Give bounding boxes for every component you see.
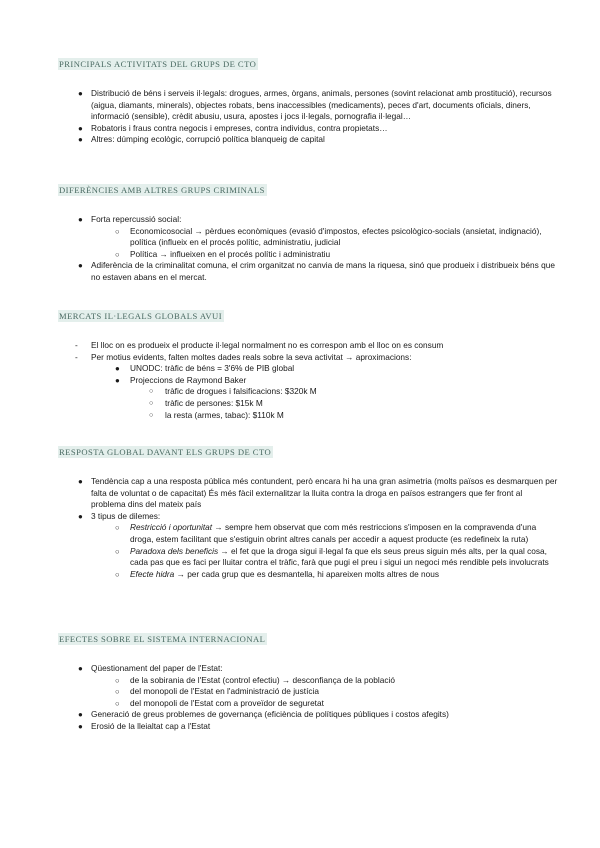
section-mercats-illegals	[58, 306, 558, 421]
list-item: ● Generació de greus problemes de governança (eficiència de polítiques públiques i costos afegits)	[78, 709, 449, 720]
list-item: ● Distribució de béns i serveis il·legals: drogues, armes, òrgans, animals, persones (sovint relacionat amb prostitució), recursos (aigua, diamants, minerals), objectes robats, bens inaccessibles (medicaments), peces d'art, documents oficials, diners, informació (sensible), crèdit abusiu, usura, apostes i jocs il·legals, pornografia il·legal…	[78, 88, 552, 122]
list-subitem: ○ del monopoli de l'Estat com a proveïdor de seguretat	[115, 697, 324, 708]
list-item: ● Erosió de la lleialtat cap a l'Estat	[78, 720, 211, 731]
section-efectes	[58, 629, 558, 733]
section-heading: PRINCIPALS ACTIVITATS DEL GRUPS DE CTO	[59, 59, 257, 69]
list-item: ● Tendència cap a una resposta pública més contundent, però encara hi ha una gran asimetria (molts països es desmarquen per falta de voluntat o de capacitat) És més fàcil externalitzar la lluita contra la droga en països estrangers que fer front al problema dins del mateix país	[78, 476, 558, 510]
bullet-list	[58, 476, 558, 580]
list-subsubitem: ○ tràfic de persones: $15k M	[149, 397, 263, 408]
list-subitem: ○ Restricció i oportunitat → sempre hem observat que com més restriccions s'imposen en la compravenda d'una droga, estem facilitant que s'estiguin obrint altres canals per accedir a aquest producte (es redefineix la ruta)	[115, 522, 537, 544]
list-item: ● Altres: dúmping ecològic, corrupció política blanqueig de capital	[78, 134, 325, 145]
list-item: ● Qüestionament del paper de l'Estat:	[78, 663, 223, 673]
list-item: ● Robatoris i fraus contra negocis i empreses, contra individus, contra propietats…	[78, 122, 388, 133]
list-item: - Per motius evidents, falten moltes dades reals sobre la seva activitat → aproximacions:	[75, 351, 412, 362]
list-subitem: ○ Efecte hidra → per cada grup que es desmantella, hi apareixen molts altres de nous	[115, 568, 440, 579]
list-subsubitem: ○ la resta (armes, tabac): $110k M	[149, 409, 284, 420]
section-heading: DIFERÈNCIES AMB ALTRES GRUPS CRIMINALS	[59, 185, 265, 195]
list-subitem: ● UNODC: tràfic de béns = 3'6% de PIB global	[115, 363, 295, 374]
list-item: ● Forta repercussió social:	[78, 214, 182, 224]
list-subitem: ○ Paradoxa dels beneficis → el fet que la droga sigui il·legal fa que els seus preus siguin més alts, per la qual cosa, cada pas que es faci per lluitar contra el tràfic, farà que pugi el preu i sigui un negoci més rendible pels involucrats	[115, 545, 549, 568]
section-resposta-global	[58, 442, 558, 580]
section-heading: MERCATS IL·LEGALS GLOBALS AVUI	[59, 311, 223, 321]
dash-list	[58, 340, 558, 421]
list-subitem: ○ de la sobirania de l'Estat (control efectiu) → desconfiança de la població	[115, 674, 395, 685]
list-item: ● 3 tipus de dilemes:	[78, 510, 161, 521]
section-diferencies	[58, 180, 558, 284]
section-heading: EFECTES SOBRE EL SISTEMA INTERNACIONAL	[59, 634, 266, 644]
bullet-list	[58, 214, 558, 284]
list-subitem: ○ Política → influeixen en el procés polític i administratiu	[115, 248, 331, 259]
section-principals-activitats	[58, 54, 558, 146]
bullet-list	[58, 663, 558, 733]
section-heading: RESPOSTA GLOBAL DAVANT ELS GRUPS DE CTO	[59, 447, 272, 457]
bullet-list	[58, 88, 558, 146]
list-subitem: ● Projeccions de Raymond Baker	[115, 374, 247, 385]
list-item: - El lloc on es produeix el producte il·legal normalment no es correspon amb el lloc on es consum	[75, 340, 444, 350]
list-subsubitem: ○ tràfic de drogues i falsificacions: $320k M	[149, 386, 317, 397]
list-subitem: ○ del monopoli de l'Estat en l'administració de justícia	[115, 686, 320, 697]
list-subitem: ○ Economicosocial → pèrdues econòmiques (evasió d'impostos, efectes psicològico-socials (ansietat, indignació), política (influeix en el procés polític, administratiu, judicial	[115, 225, 542, 248]
list-item: ● Adiferència de la criminalitat comuna, el crim organitzat no canvia de mans la riquesa, sinó que produeix i distribueix béns que no estaven abans en el mercat.	[78, 260, 555, 282]
